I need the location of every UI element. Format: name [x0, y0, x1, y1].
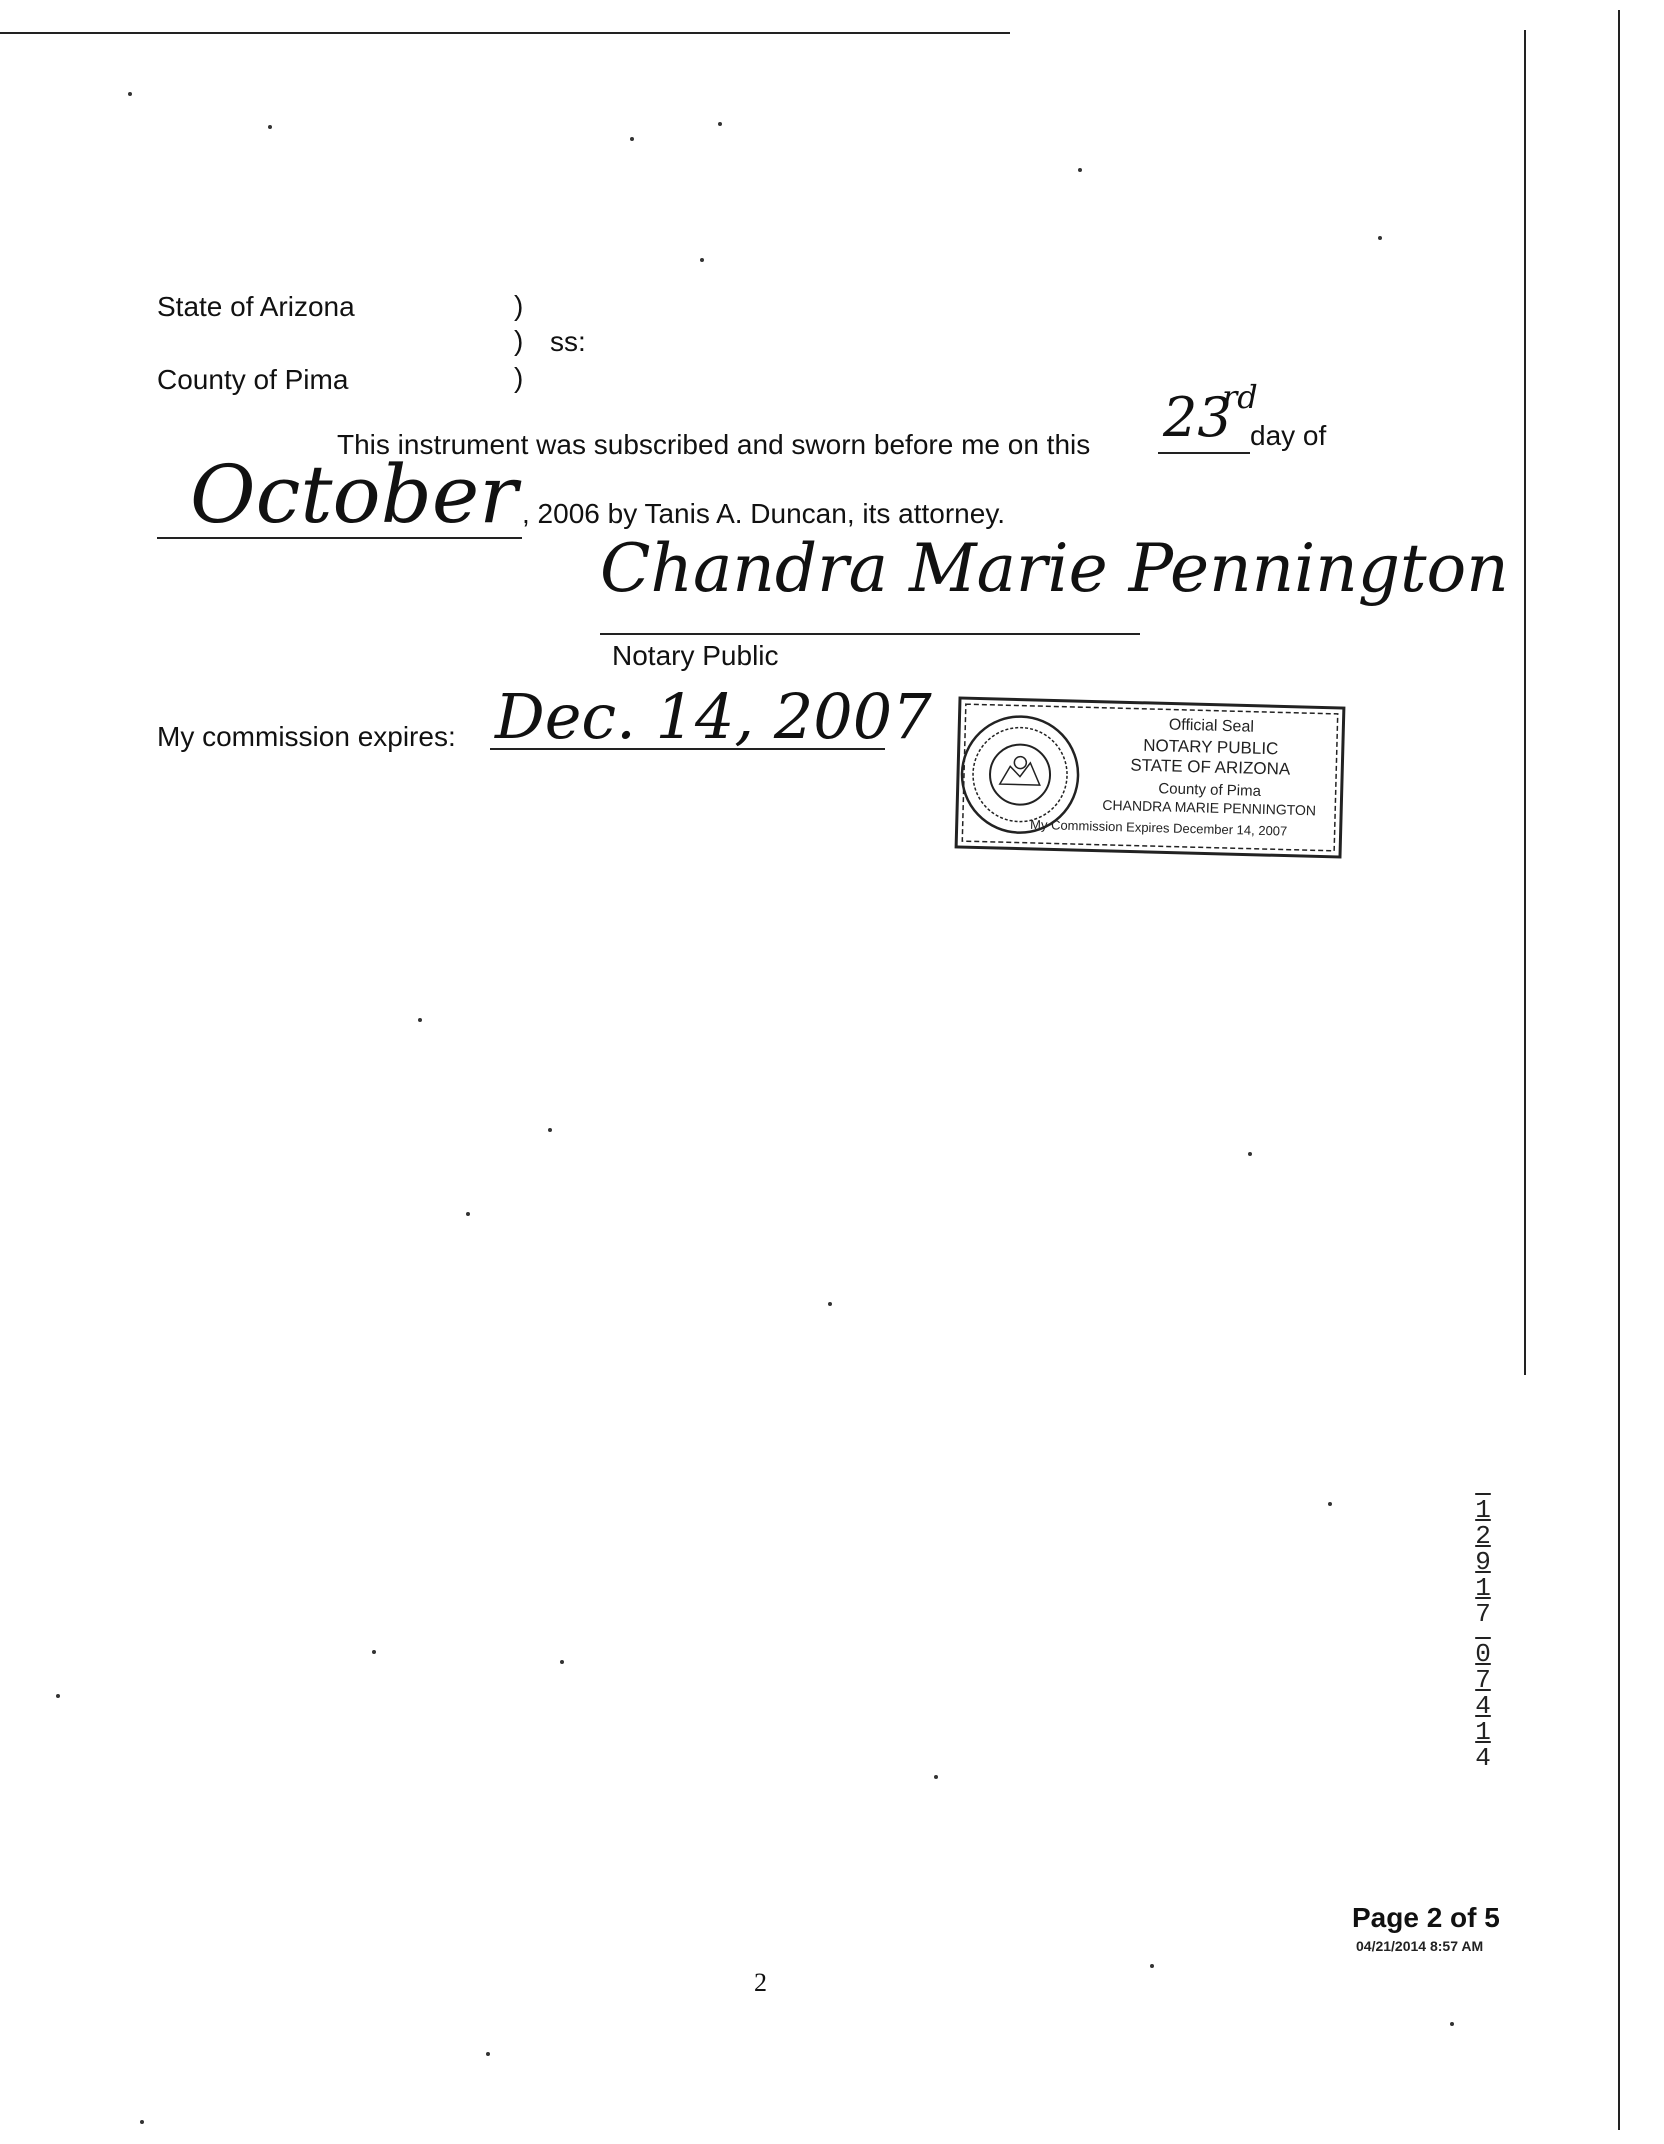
handwritten-day: 23	[1163, 386, 1232, 449]
notary-seal-stamp	[953, 695, 1347, 860]
venue-ss: ss:	[550, 326, 586, 357]
margin-stamp-digit: 2	[1475, 1521, 1491, 1551]
venue-paren: )	[514, 362, 524, 393]
margin-stamp-digit: 7	[1475, 1665, 1491, 1695]
margin-stamp-digit: 4	[1475, 1743, 1491, 1773]
print-timestamp: 04/21/2014 8:57 AM	[1356, 1938, 1484, 1954]
margin-stamp-digit: 1	[1475, 1717, 1491, 1747]
seal-text-county: County of Pima	[1158, 780, 1262, 800]
commission-label: My commission expires:	[157, 721, 456, 752]
margin-stamp-digit: 4	[1475, 1691, 1491, 1721]
page-number: 2	[754, 1968, 767, 1997]
seal-text-official: Official Seal	[1168, 716, 1255, 736]
jurat-line2: , 2006 by Tanis A. Duncan, its attorney.	[522, 498, 1006, 529]
margin-stamp-digit: 0	[1475, 1639, 1491, 1669]
jurat-line1: This instrument was subscribed and sworn before me on this	[337, 429, 1091, 460]
handwritten-day-suffix: rd	[1222, 378, 1258, 416]
jurat-line1-end: day of	[1250, 420, 1327, 451]
handwritten-month: October	[190, 448, 518, 541]
venue-state: State of Arizona	[157, 291, 355, 322]
signature-line	[600, 633, 1140, 635]
venue-county: County of Pima	[157, 364, 349, 395]
margin-stamp-digit: 9	[1475, 1547, 1491, 1577]
day-blank-line	[1158, 452, 1250, 454]
seal-text-name: CHANDRA MARIE PENNINGTON	[1102, 796, 1317, 819]
page-label: Page 2 of 5	[1352, 1902, 1500, 1933]
margin-stamp-digit: 1	[1475, 1573, 1491, 1603]
notary-signature: Chandra Marie Pennington	[600, 530, 1509, 607]
venue-paren: )	[514, 325, 524, 356]
margin-stamp-digit: 1	[1475, 1495, 1491, 1525]
seal-text-state: STATE OF ARIZONA	[1130, 755, 1291, 779]
notary-title: Notary Public	[612, 640, 779, 671]
venue-paren: )	[514, 290, 524, 321]
right-scan-edge	[1524, 30, 1526, 1375]
seal-text-notary-public: NOTARY PUBLIC	[1143, 735, 1279, 759]
handwritten-expiry-date: Dec. 14, 2007	[495, 680, 932, 753]
seal-text-expiry: My Commission Expires December 14, 2007	[1029, 816, 1288, 839]
far-right-scan-edge	[1618, 10, 1620, 2130]
top-scan-edge	[0, 32, 1010, 34]
margin-stamp-digit: 7	[1475, 1599, 1491, 1629]
